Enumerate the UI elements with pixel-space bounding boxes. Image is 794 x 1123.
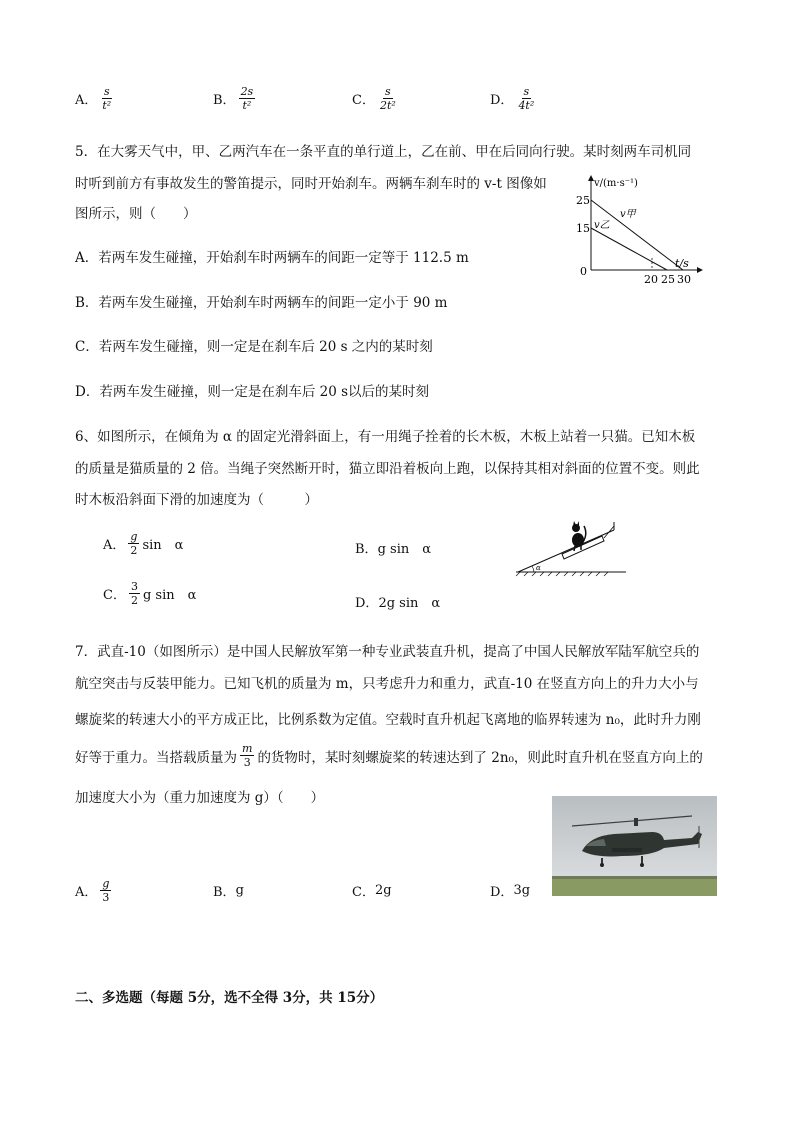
angle-label: α (536, 564, 541, 572)
q5-option-c: C．若两车发生碰撞，则一定是在刹车后 20 s 之内的某时刻 (75, 339, 433, 355)
line-jia-label: v甲 (620, 209, 636, 220)
option-label: B． (213, 885, 236, 900)
text-segment: 的货物时，某时刻螺旋桨的转速达到了 2n₀，则此时直升机在竖直方向上的 (257, 749, 703, 766)
fraction-num: g (130, 530, 138, 543)
q7-option-b (213, 881, 244, 900)
fraction (129, 580, 140, 607)
angle-arc (532, 566, 534, 572)
q6-stem-line-2: 的质量是猫质量的 2 倍。当绳子突然断开时，猫立即沿着板向上跑，以保持其相对斜面的位置不变。则此 (75, 461, 700, 477)
q6-option-a (103, 530, 183, 557)
q7-option-d (490, 881, 530, 900)
y-tick: 0 (580, 265, 587, 278)
option-label: C． (103, 588, 126, 603)
q7-option-a (75, 877, 114, 904)
x-axis-label: t/s (675, 257, 689, 270)
q5-stem-line-3: 图所示，则（ ） (75, 206, 197, 222)
option-text: 2g (374, 883, 392, 898)
ground-hatch (516, 572, 608, 576)
q6-option-c (103, 580, 196, 607)
q5-option-b: B．若两车发生碰撞，开始刹车时两辆车的间距一定小于 90 m (75, 295, 448, 311)
q6-incline-figure (510, 508, 630, 578)
fraction-den: 3 (243, 756, 251, 769)
option-text: g sin α (377, 542, 431, 557)
text-segment: 好等于重力。当搭载质量为 (75, 749, 237, 766)
fraction-num: 3 (130, 580, 138, 593)
fraction (239, 85, 256, 112)
option-text: sin α (142, 538, 184, 553)
option-label: C． (352, 93, 375, 108)
q7-option-c (352, 881, 392, 900)
q5-stem-line-2: 时听到前方有事故发生的警笛提示，同时开始刹车。两辆车刹车时的 v-t 图像如 (75, 176, 547, 192)
fraction-den: 4t² (518, 99, 535, 112)
fraction-num: g (102, 877, 110, 890)
x-tick: 30 (677, 273, 691, 286)
q7-stem-line-1: 7．武直-10（如图所示）是中国人民解放军第一种专业武装直升机，提高了中国人民解放军陆军航空兵的 (75, 644, 700, 660)
rope (604, 526, 614, 538)
option-label: A． (103, 538, 126, 553)
q6-option-d (355, 592, 440, 611)
option-label: A． (75, 885, 98, 900)
fraction (378, 85, 398, 112)
fraction-num: 2s (240, 85, 254, 98)
option-label: D． (355, 596, 379, 611)
line-yi-label: v乙 (594, 220, 610, 231)
option-text: 2g sin α (378, 596, 441, 611)
fraction-den: 2 (130, 594, 138, 607)
fraction (100, 85, 113, 112)
fraction-den: 3 (102, 891, 110, 904)
fraction (516, 85, 536, 112)
option-label: C． (352, 885, 375, 900)
helicopter-photo (552, 796, 717, 896)
q6-option-b (355, 538, 431, 557)
q5-option-d: D．若两车发生碰撞，则一定是在刹车后 20 s以后的某时刻 (75, 384, 430, 400)
q6-stem-line-3: 时木板沿斜面下滑的加速度为（ ） (75, 492, 318, 508)
q5-vt-graph (560, 170, 710, 288)
q5-stem-line-1: 5．在大雾天气中，甲、乙两汽车在一条平直的单行道上，乙在前、甲在后同向行驶。某时刻两车司机同 (75, 144, 692, 160)
fraction-num: m (242, 742, 253, 755)
section-heading: 二、多选题（每题 5分，选不全得 3分，共 15分） (75, 990, 384, 1006)
q4-option-b (213, 85, 258, 112)
option-label: D． (490, 93, 514, 108)
fraction-num: s (523, 85, 530, 98)
option-text: g sin α (142, 588, 197, 603)
fraction-den: 2t² (379, 99, 396, 112)
fraction-num: s (385, 85, 391, 98)
q6-stem-line-1: 6、如图所示，在倾角为 α 的固定光滑斜面上，有一用绳子拴着的长木板，木板上站着一只猫。已知木板 (75, 429, 696, 445)
y-tick: 25 (576, 194, 590, 207)
q7-stem-line-2: 航空突击与反装甲能力。已知飞机的质量为 m，只考虑升力和重力，武直-10 在竖直方向上的升力大小与 (75, 676, 699, 692)
x-tick: 20 (644, 273, 658, 286)
treeline (552, 876, 717, 879)
q4-option-d (490, 85, 539, 112)
q7-stem-line-3: 螺旋桨的转速大小的平方成正比，比例系数为定值。空载时直升机起飞离地的临界转速为 n₀，此时升力刚 (75, 712, 701, 728)
option-text: g (235, 883, 244, 898)
incline-surface (518, 530, 614, 572)
fraction-den: t² (242, 99, 252, 112)
fraction-num: s (103, 85, 110, 98)
fraction (240, 742, 254, 769)
option-text: 3g (513, 883, 531, 898)
q4-option-c (352, 85, 401, 112)
q4-option-a (75, 85, 116, 112)
fraction-den: t² (102, 99, 112, 112)
option-label: D． (490, 885, 514, 900)
fraction-den: 2 (130, 544, 138, 557)
q7-stem-line-5: 加速度大小为（重力加速度为 g）（ ） (75, 790, 325, 806)
fraction (128, 530, 139, 557)
y-axis-label: v/(m·s⁻¹) (594, 178, 638, 189)
q7-stem-line-4 (75, 742, 703, 769)
option-label: B． (213, 93, 236, 108)
option-label: B． (355, 542, 378, 557)
fraction (100, 877, 111, 904)
y-tick: 15 (576, 222, 590, 235)
option-label: A． (75, 93, 98, 108)
line-jia (591, 200, 683, 270)
grass (552, 878, 717, 896)
q5-option-a: A．若两车发生碰撞，开始刹车时两辆车的间距一定等于 112.5 m (75, 250, 469, 266)
x-tick: 25 (661, 273, 675, 286)
